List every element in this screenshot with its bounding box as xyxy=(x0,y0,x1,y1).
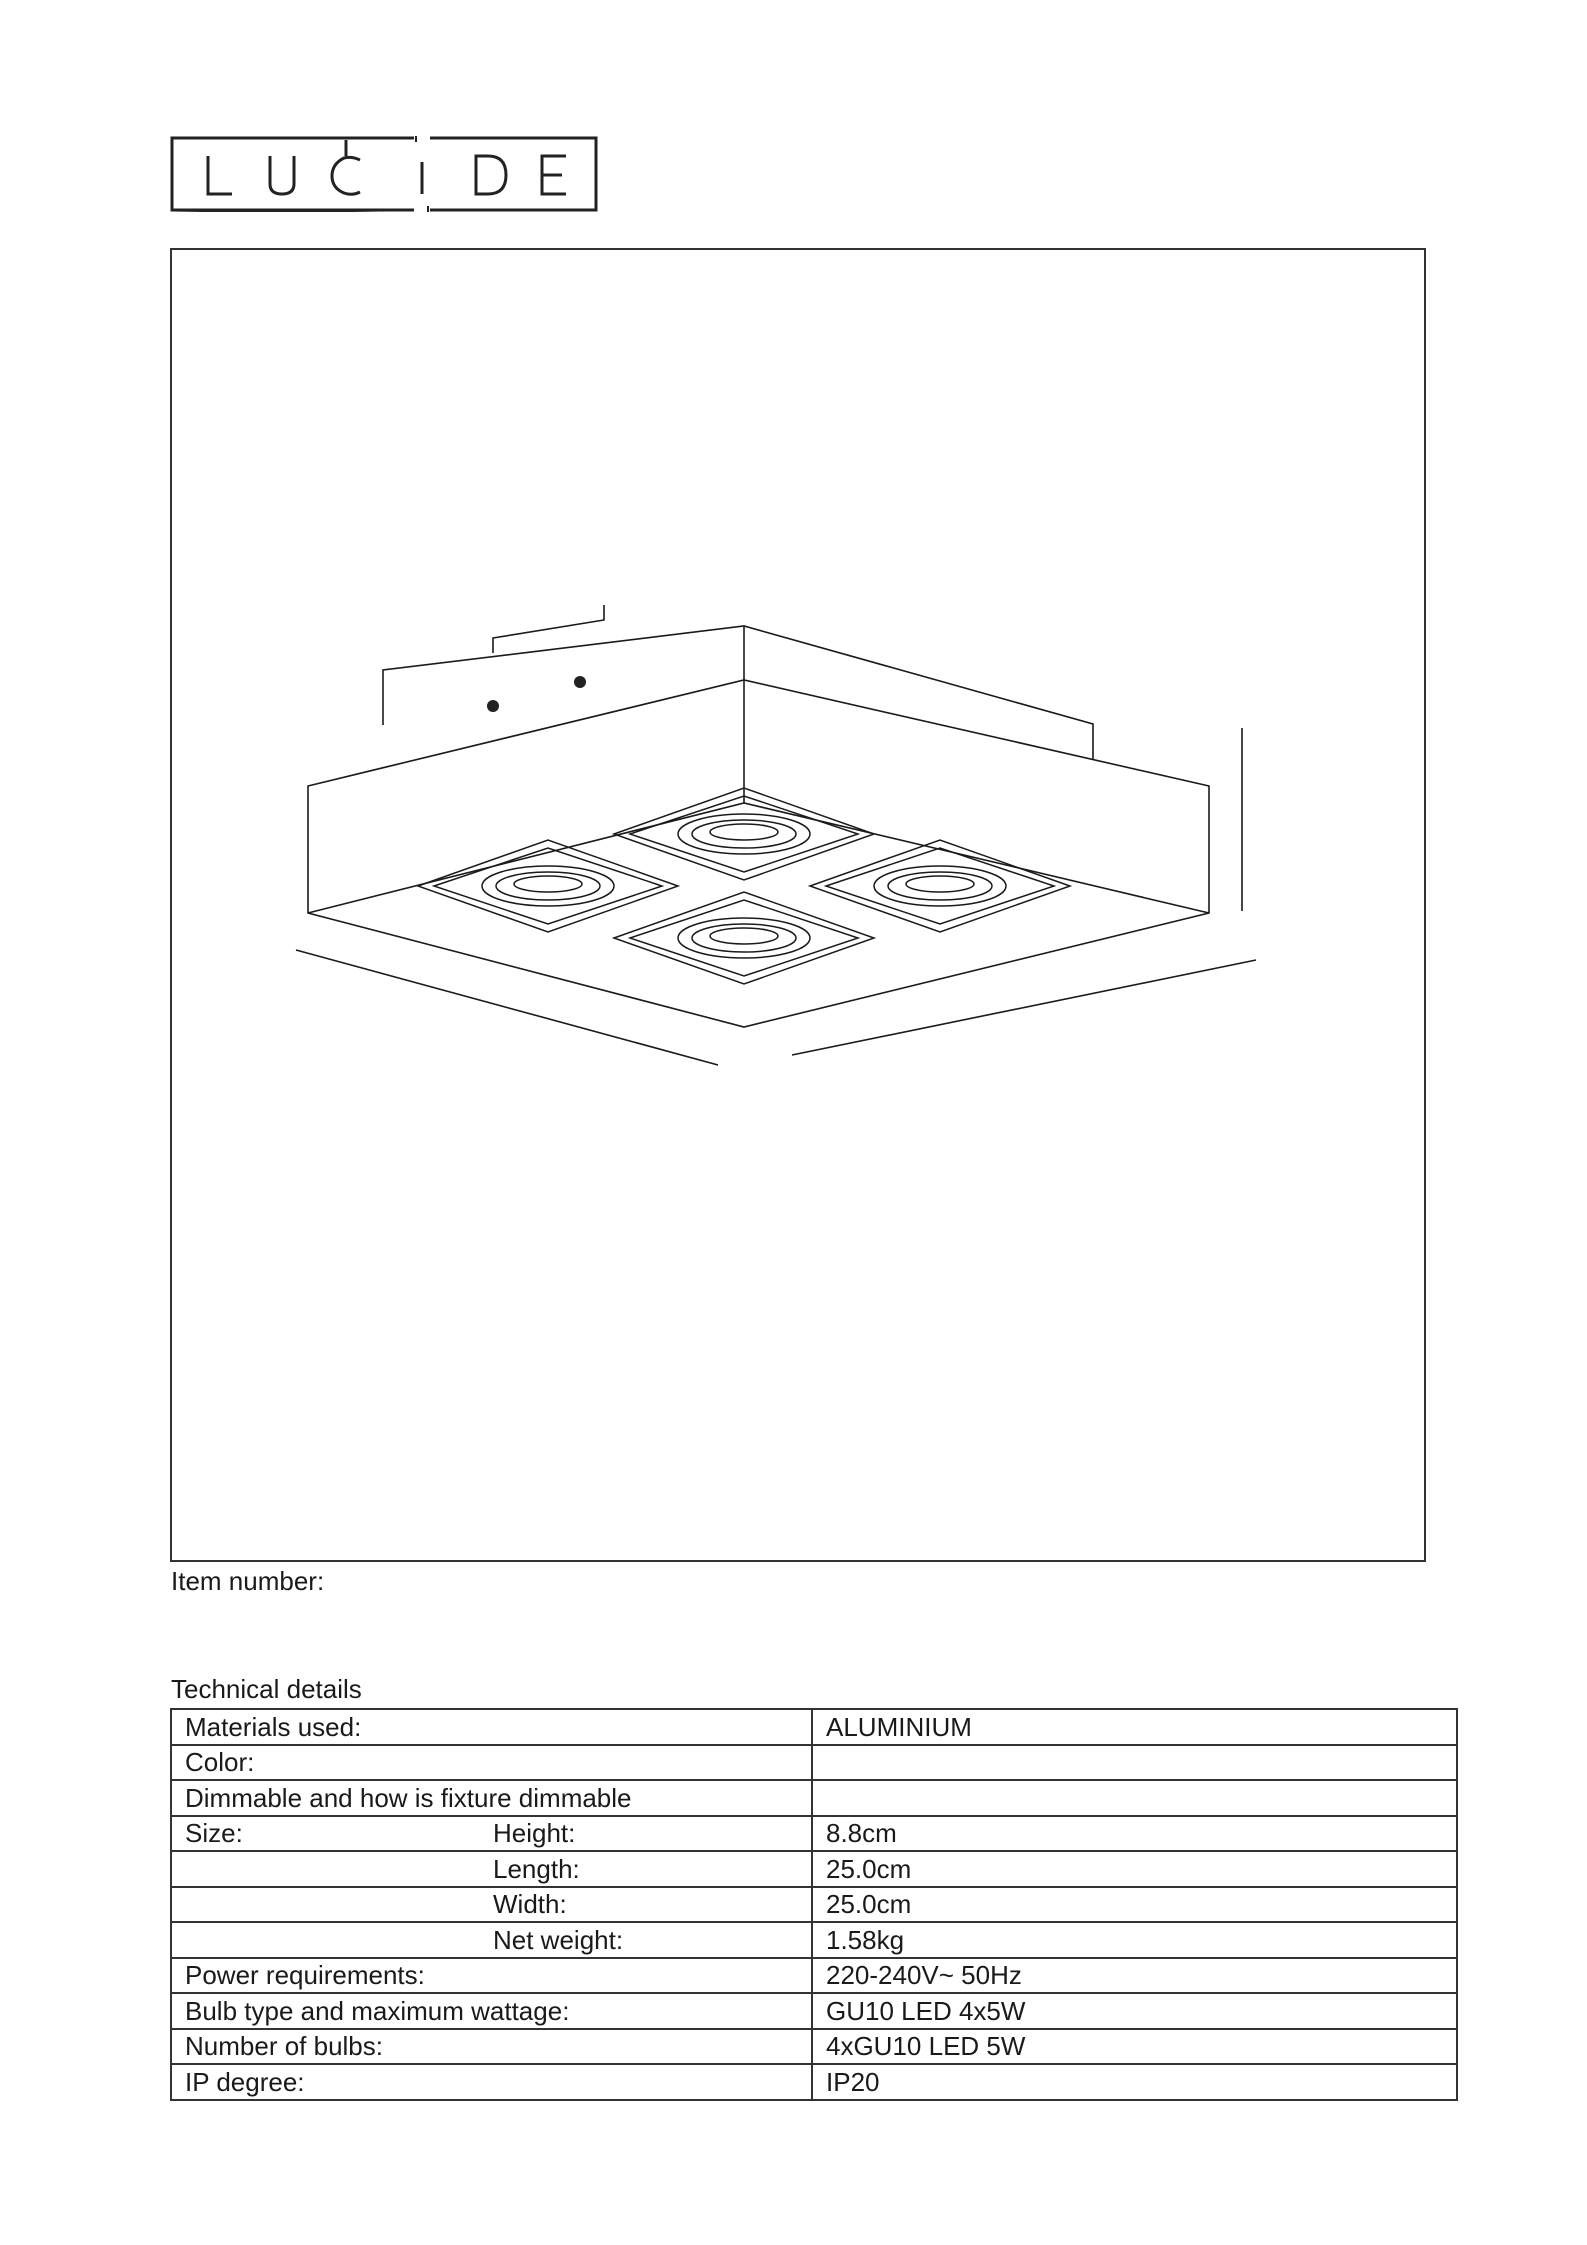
item-number-label: Item number: xyxy=(171,1566,325,1596)
spec-value: ALUMINIUM xyxy=(812,1709,1457,1745)
technical-details-heading: Technical details xyxy=(171,1674,362,1704)
technical-details-table xyxy=(170,1708,1458,2101)
spec-row xyxy=(171,1958,1457,1994)
spec-row xyxy=(171,2064,1457,2100)
spec-label-cell xyxy=(171,1922,812,1958)
spec-label-cell xyxy=(171,1993,812,2029)
spec-label-cell xyxy=(171,2064,812,2100)
spec-row xyxy=(171,1709,1457,1745)
spec-label: Power requirements: xyxy=(185,1960,425,1991)
spec-label-cell xyxy=(171,1816,812,1852)
ceiling-spot-drawing xyxy=(172,250,1424,1560)
spec-label: IP degree: xyxy=(185,2066,305,2097)
spec-label-cell xyxy=(171,1851,812,1887)
spec-label: Size: xyxy=(185,1818,243,1849)
spec-label-cell xyxy=(171,2029,812,2065)
spec-sub-label: Length: xyxy=(493,1853,580,1884)
lucide-logo-graphic xyxy=(170,136,598,212)
spec-label: Bulb type and maximum wattage: xyxy=(185,1995,570,2026)
spec-value xyxy=(812,1745,1457,1781)
spec-sub-label: Net weight: xyxy=(493,1924,624,1955)
spec-value: 4xGU10 LED 5W xyxy=(812,2029,1457,2065)
spec-label: Dimmable and how is fixture dimmable xyxy=(185,1782,632,1813)
spec-value: 1.58kg xyxy=(812,1922,1457,1958)
spec-value: IP20 xyxy=(812,2064,1457,2100)
spec-label: Color: xyxy=(185,1747,255,1778)
spec-value xyxy=(812,1780,1457,1816)
spec-row xyxy=(171,1993,1457,2029)
spec-value: GU10 LED 4x5W xyxy=(812,1993,1457,2029)
spec-row xyxy=(171,2029,1457,2065)
product-image-frame xyxy=(170,248,1426,1562)
spec-label-cell xyxy=(171,1709,812,1745)
brand-logo xyxy=(170,136,598,212)
spec-sub-label: Width: xyxy=(493,1889,567,1920)
spec-row xyxy=(171,1780,1457,1816)
spec-row xyxy=(171,1816,1457,1852)
spec-label-cell xyxy=(171,1780,812,1816)
spec-row xyxy=(171,1745,1457,1781)
spec-label-cell xyxy=(171,1745,812,1781)
spec-sub-label: Height: xyxy=(493,1818,576,1849)
spec-value: 25.0cm xyxy=(812,1887,1457,1923)
spec-row xyxy=(171,1922,1457,1958)
spec-label-cell xyxy=(171,1958,812,1994)
spec-label: Materials used: xyxy=(185,1711,362,1742)
spec-label-cell xyxy=(171,1887,812,1923)
spec-value: 220-240V~ 50Hz xyxy=(812,1958,1457,1994)
spec-row xyxy=(171,1887,1457,1923)
spec-value: 8.8cm xyxy=(812,1816,1457,1852)
spec-value: 25.0cm xyxy=(812,1851,1457,1887)
spec-row xyxy=(171,1851,1457,1887)
spec-label: Number of bulbs: xyxy=(185,2031,383,2062)
